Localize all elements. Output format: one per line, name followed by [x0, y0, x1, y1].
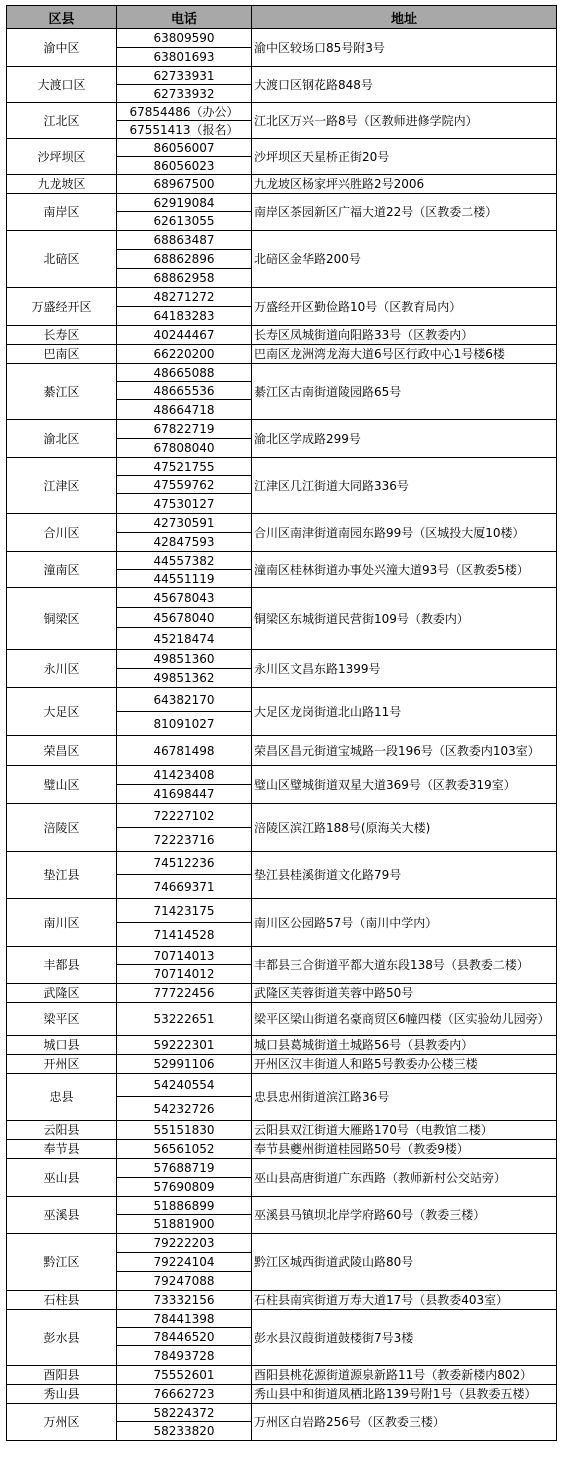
- phone-cell: 41423408: [117, 766, 252, 785]
- phone-cell: 68862958: [117, 269, 252, 288]
- district-cell: 江北区: [7, 103, 117, 139]
- phone-cell: 58224372: [117, 1404, 252, 1422]
- phone-cell: 45678043: [117, 588, 252, 608]
- phone-cell: 79222203: [117, 1234, 252, 1253]
- address-cell: 武隆区芙蓉街道芙蓉中路50号: [252, 984, 557, 1003]
- address-cell: 云阳县双江街道大雁路170号（电教馆二楼）: [252, 1121, 557, 1140]
- district-cell: 云阳县: [7, 1121, 117, 1140]
- table-row: [7, 194, 557, 212]
- phone-cell: 56561052: [117, 1140, 252, 1159]
- address-cell: 长寿区凤城街道向阳路33号（区教委内）: [252, 326, 557, 345]
- district-cell: 垫江县: [7, 852, 117, 899]
- table-row: [7, 458, 557, 476]
- table-row: [7, 984, 557, 1003]
- district-cell: 石柱县: [7, 1291, 117, 1310]
- district-cell: 城口县: [7, 1036, 117, 1055]
- district-cell: 潼南区: [7, 552, 117, 588]
- phone-cell: 86056007: [117, 139, 252, 157]
- table-row: [7, 1366, 557, 1385]
- address-cell: 万盛经开区勤俭路10号（区教育局内）: [252, 288, 557, 326]
- phone-cell: 71423175: [117, 899, 252, 923]
- directory-table: [6, 5, 557, 1441]
- phone-cell: 74669371: [117, 875, 252, 899]
- district-cell: 九龙坡区: [7, 175, 117, 194]
- district-cell: 长寿区: [7, 326, 117, 345]
- address-cell: 秀山县中和街道凤栖北路139号附1号（县教委五楼）: [252, 1385, 557, 1404]
- table-body: [7, 29, 557, 1441]
- phone-cell: 51886899: [117, 1197, 252, 1215]
- header-district: 区县: [7, 6, 117, 29]
- table-row: [7, 588, 557, 608]
- table-header: [7, 6, 557, 29]
- table-row: [7, 1140, 557, 1159]
- table-row: [7, 804, 557, 828]
- phone-cell: 62919084: [117, 194, 252, 212]
- district-cell: 璧山区: [7, 766, 117, 804]
- phone-cell: 44551119: [117, 570, 252, 588]
- phone-cell: 59222301: [117, 1036, 252, 1055]
- address-cell: 南川区公园路57号（南川中学内）: [252, 899, 557, 947]
- phone-cell: 67808040: [117, 439, 252, 458]
- district-cell: 黔江区: [7, 1234, 117, 1291]
- phone-cell: 62733931: [117, 67, 252, 85]
- district-cell: 铜梁区: [7, 588, 117, 650]
- district-cell: 北碚区: [7, 231, 117, 288]
- table-row: [7, 1404, 557, 1422]
- phone-cell: 42730591: [117, 514, 252, 533]
- district-cell: 奉节县: [7, 1140, 117, 1159]
- phone-cell: 66220200: [117, 345, 252, 364]
- address-cell: 璧山区璧城街道双星大道369号（区教委319室）: [252, 766, 557, 804]
- phone-cell: 45218474: [117, 628, 252, 650]
- phone-cell: 46781498: [117, 736, 252, 766]
- address-cell: 渝中区较场口85号附3号: [252, 29, 557, 67]
- phone-cell: 81091027: [117, 712, 252, 736]
- address-cell: 开州区汉丰街道人和路5号教委办公楼三楼: [252, 1055, 557, 1074]
- phone-cell: 52991106: [117, 1055, 252, 1074]
- table-row: [7, 345, 557, 364]
- phone-cell: 86056023: [117, 157, 252, 175]
- phone-cell: 78493728: [117, 1346, 252, 1366]
- phone-cell: 70714012: [117, 965, 252, 984]
- table-row: [7, 231, 557, 250]
- address-cell: 城口县葛城街道土城路56号（县教委内）: [252, 1036, 557, 1055]
- address-cell: 彭水县汉葭街道鼓楼街7号3楼: [252, 1310, 557, 1366]
- phone-cell: 45678040: [117, 608, 252, 628]
- phone-cell: 68862896: [117, 250, 252, 269]
- phone-cell: 54232726: [117, 1097, 252, 1121]
- table-row: [7, 1234, 557, 1253]
- phone-cell: 79247088: [117, 1272, 252, 1291]
- table-row: [7, 514, 557, 533]
- address-cell: 奉节县夔州街道桂园路50号（教委9楼）: [252, 1140, 557, 1159]
- address-cell: 梁平区梁山街道名豪商贸区6幢四楼（区实验幼儿园旁）: [252, 1003, 557, 1036]
- district-cell: 酉阳县: [7, 1366, 117, 1385]
- district-cell: 綦江区: [7, 364, 117, 420]
- district-cell: 彭水县: [7, 1310, 117, 1366]
- table-row: [7, 103, 557, 121]
- address-cell: 丰都县三合街道平都大道东段138号（县教委二楼）: [252, 947, 557, 984]
- header-address: 地址: [252, 6, 557, 29]
- table-row: [7, 736, 557, 766]
- table-row: [7, 852, 557, 875]
- phone-cell: 72223716: [117, 828, 252, 852]
- phone-cell: 42847593: [117, 533, 252, 552]
- district-cell: 渝北区: [7, 420, 117, 458]
- district-cell: 渝中区: [7, 29, 117, 67]
- phone-cell: 67822719: [117, 420, 252, 439]
- table-row: [7, 688, 557, 712]
- table-row: [7, 364, 557, 382]
- phone-cell: 57690809: [117, 1178, 252, 1197]
- district-cell: 涪陵区: [7, 804, 117, 852]
- district-cell: 万州区: [7, 1404, 117, 1441]
- phone-cell: 71414528: [117, 923, 252, 947]
- table-row: [7, 899, 557, 923]
- district-cell: 大渡口区: [7, 67, 117, 103]
- phone-cell: 47521755: [117, 458, 252, 476]
- table-row: [7, 288, 557, 307]
- table-row: [7, 29, 557, 48]
- district-cell: 忠县: [7, 1074, 117, 1121]
- phone-cell: 41698447: [117, 785, 252, 804]
- table-row: [7, 139, 557, 157]
- table-row: [7, 1003, 557, 1036]
- district-cell: 合川区: [7, 514, 117, 552]
- address-cell: 江北区万兴一路8号（区教师进修学院内）: [252, 103, 557, 139]
- district-cell: 沙坪坝区: [7, 139, 117, 175]
- table-row: [7, 1310, 557, 1328]
- address-cell: 黔江区城西街道武陵山路80号: [252, 1234, 557, 1291]
- district-cell: 巫山县: [7, 1159, 117, 1197]
- address-cell: 巫山县高唐街道广东西路（教师新村公交站旁）: [252, 1159, 557, 1197]
- phone-cell: 58233820: [117, 1422, 252, 1441]
- district-cell: 秀山县: [7, 1385, 117, 1404]
- phone-cell: 47530127: [117, 494, 252, 514]
- directory-table-wrapper: [6, 5, 556, 1441]
- address-cell: 酉阳县桃花源街道源泉新路11号（教委新楼内802）: [252, 1366, 557, 1385]
- address-cell: 綦江区古南街道陵园路65号: [252, 364, 557, 420]
- table-row: [7, 1291, 557, 1310]
- phone-cell: 40244467: [117, 326, 252, 345]
- table-row: [7, 1159, 557, 1178]
- address-cell: 北碚区金华路200号: [252, 231, 557, 288]
- address-cell: 涪陵区滨江路188号(原海关大楼): [252, 804, 557, 852]
- phone-cell: 78446520: [117, 1328, 252, 1346]
- district-cell: 巫溪县: [7, 1197, 117, 1234]
- district-cell: 梁平区: [7, 1003, 117, 1036]
- phone-cell: 67854486（办公）: [117, 103, 252, 121]
- phone-cell: 76662723: [117, 1385, 252, 1404]
- phone-cell: 49851362: [117, 669, 252, 688]
- district-cell: 开州区: [7, 1055, 117, 1074]
- phone-cell: 44557382: [117, 552, 252, 570]
- phone-cell: 73332156: [117, 1291, 252, 1310]
- phone-cell: 64382170: [117, 688, 252, 712]
- address-cell: 合川区南津街道南园东路99号（区城投大厦10楼）: [252, 514, 557, 552]
- table-row: [7, 650, 557, 669]
- phone-cell: 48664718: [117, 400, 252, 420]
- address-cell: 永川区文昌东路1399号: [252, 650, 557, 688]
- district-cell: 荣昌区: [7, 736, 117, 766]
- table-row: [7, 326, 557, 345]
- table-row: [7, 1121, 557, 1140]
- table-row: [7, 1036, 557, 1055]
- address-cell: 万州区白岩路256号（区教委三楼）: [252, 1404, 557, 1441]
- phone-cell: 67551413（报名）: [117, 121, 252, 139]
- district-cell: 武隆区: [7, 984, 117, 1003]
- district-cell: 丰都县: [7, 947, 117, 984]
- phone-cell: 79224104: [117, 1253, 252, 1272]
- phone-cell: 63809590: [117, 29, 252, 48]
- phone-cell: 51881900: [117, 1215, 252, 1234]
- address-cell: 巫溪县马镇坝北岸学府路60号（教委三楼）: [252, 1197, 557, 1234]
- district-cell: 大足区: [7, 688, 117, 736]
- district-cell: 巴南区: [7, 345, 117, 364]
- district-cell: 南川区: [7, 899, 117, 947]
- address-cell: 垫江县桂溪街道文化路79号: [252, 852, 557, 899]
- table-row: [7, 1074, 557, 1097]
- phone-cell: 62613055: [117, 212, 252, 231]
- phone-cell: 62733932: [117, 85, 252, 103]
- table-row: [7, 1197, 557, 1215]
- address-cell: 大渡口区钢花路848号: [252, 67, 557, 103]
- phone-cell: 47559762: [117, 476, 252, 494]
- table-row: [7, 67, 557, 85]
- phone-cell: 53222651: [117, 1003, 252, 1036]
- phone-cell: 48665088: [117, 364, 252, 382]
- address-cell: 渝北区学成路299号: [252, 420, 557, 458]
- address-cell: 沙坪坝区天星桥正街20号: [252, 139, 557, 175]
- phone-cell: 75552601: [117, 1366, 252, 1385]
- phone-cell: 77722456: [117, 984, 252, 1003]
- table-row: [7, 947, 557, 965]
- address-cell: 巴南区龙洲湾龙海大道6号区行政中心1号楼6楼: [252, 345, 557, 364]
- phone-cell: 49851360: [117, 650, 252, 669]
- district-cell: 永川区: [7, 650, 117, 688]
- phone-cell: 78441398: [117, 1310, 252, 1328]
- phone-cell: 55151830: [117, 1121, 252, 1140]
- table-row: [7, 766, 557, 785]
- phone-cell: 68863487: [117, 231, 252, 250]
- phone-cell: 70714013: [117, 947, 252, 965]
- table-row: [7, 1385, 557, 1404]
- address-cell: 大足区龙岗街道北山路11号: [252, 688, 557, 736]
- phone-cell: 48271272: [117, 288, 252, 307]
- header-phone: 电话: [117, 6, 252, 29]
- address-cell: 忠县忠州街道滨江路36号: [252, 1074, 557, 1121]
- phone-cell: 68967500: [117, 175, 252, 194]
- table-row: [7, 552, 557, 570]
- phone-cell: 64183283: [117, 307, 252, 326]
- address-cell: 南岸区茶园新区广福大道22号（区教委二楼）: [252, 194, 557, 231]
- district-cell: 江津区: [7, 458, 117, 514]
- phone-cell: 74512236: [117, 852, 252, 875]
- phone-cell: 57688719: [117, 1159, 252, 1178]
- phone-cell: 48665536: [117, 382, 252, 400]
- phone-cell: 63801693: [117, 48, 252, 67]
- district-cell: 万盛经开区: [7, 288, 117, 326]
- address-cell: 九龙坡区杨家坪兴胜路2号2006: [252, 175, 557, 194]
- header-row: [7, 6, 557, 29]
- address-cell: 江津区几江街道大同路336号: [252, 458, 557, 514]
- phone-cell: 54240554: [117, 1074, 252, 1097]
- address-cell: 荣昌区昌元街道宝城路一段196号（区教委内103室）: [252, 736, 557, 766]
- address-cell: 石柱县南宾街道万寿大道17号（县教委403室）: [252, 1291, 557, 1310]
- address-cell: 铜梁区东城街道民营街109号（教委内）: [252, 588, 557, 650]
- table-row: [7, 175, 557, 194]
- table-row: [7, 1055, 557, 1074]
- table-row: [7, 420, 557, 439]
- address-cell: 潼南区桂林街道办事处兴潼大道93号（区教委5楼）: [252, 552, 557, 588]
- phone-cell: 72227102: [117, 804, 252, 828]
- district-cell: 南岸区: [7, 194, 117, 231]
